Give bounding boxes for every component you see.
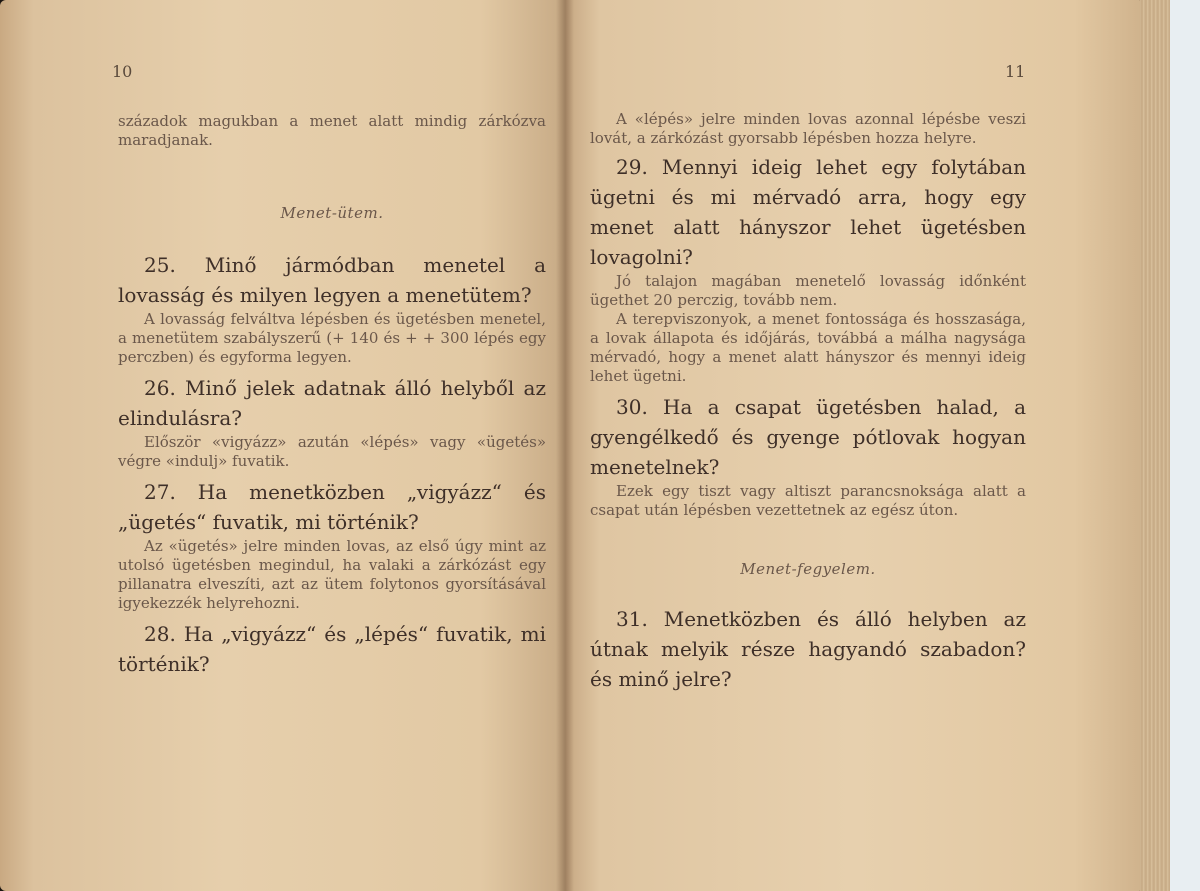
answer-26: Először «vigyázz» azután «lépés» vagy «ügetés» végre «indulj» fuvatik.	[118, 433, 546, 470]
answer-27: Az «ügetés» jelre minden lovas, az első úgy mint az utolsó ügetésben megindul, ha valaki a zárkózást egy pillanatra elveszíti, azt az ütem folytonos gyorsításával igyekezzék helyrehozni.	[118, 537, 546, 612]
question-26: 26. Minő jelek adatnak álló helyből az elindulásra?	[118, 376, 546, 430]
section-heading: Menet-ütem.	[280, 204, 384, 222]
continuation-text: századok magukban a menet alatt mindig zárkózva maradjanak.	[118, 112, 546, 149]
page-number: 10	[112, 62, 133, 81]
answer-29a: Jó talajon magában menetelő lovasság időnként ügethet 20 perczig, tovább nem.	[590, 272, 1026, 309]
question-30: 30. Ha a csapat ügetésben halad, a gyengélkedő és gyenge pótlovak hogyan menetelnek?	[590, 395, 1026, 479]
left-page-text	[118, 112, 546, 679]
question-25: 25. Minő jármódban menetel a lovasság és milyen legyen a menetütem?	[118, 253, 546, 307]
question-29: 29. Mennyi ideig lehet egy folytában ügetni és mi mérvadó arra, hogy egy menet alatt hányszor lehet ügetésben lovagolni?	[590, 155, 1026, 269]
continuation-text: A «lépés» jelre minden lovas azonnal lépésbe veszi lovát, a zárkózást gyorsabb lépésben hozza helyre.	[590, 110, 1026, 147]
right-page-text	[590, 110, 1026, 694]
question-27: 27. Ha menetközben „vigyázz“ és „ügetés“ fuvatik, mi történik?	[118, 480, 546, 534]
question-31: 31. Menetközben és álló helyben az útnak melyik része hagyandó szabadon? és minő jelre?	[590, 607, 1026, 691]
answer-29b: A terepviszonyok, a menet fontossága és hosszasága, a lovak állapota és időjárás, továbbá a málha nagysága mérvadó, hogy a menet alatt hányszor és mennyi ideig lehet ügetni.	[590, 310, 1026, 385]
section-heading: Menet-fegyelem.	[740, 560, 876, 578]
page-edges	[1140, 0, 1172, 891]
right-page	[565, 0, 1143, 891]
page-number: 11	[1005, 62, 1026, 81]
left-page	[0, 0, 565, 891]
answer-25: A lovasság felváltva lépésben és ügetésben menetel, a menetütem szabályszerű (+ 140 és + + 300 lépés egy perczben) és egyforma legyen.	[118, 310, 546, 366]
background	[1170, 0, 1200, 891]
question-28: 28. Ha „vigyázz“ és „lépés“ fuvatik, mi történik?	[118, 622, 546, 676]
answer-30: Ezek egy tiszt vagy altiszt parancsnoksága alatt a csapat után lépésben vezettetnek az egész úton.	[590, 482, 1026, 519]
book-gutter	[556, 0, 574, 891]
